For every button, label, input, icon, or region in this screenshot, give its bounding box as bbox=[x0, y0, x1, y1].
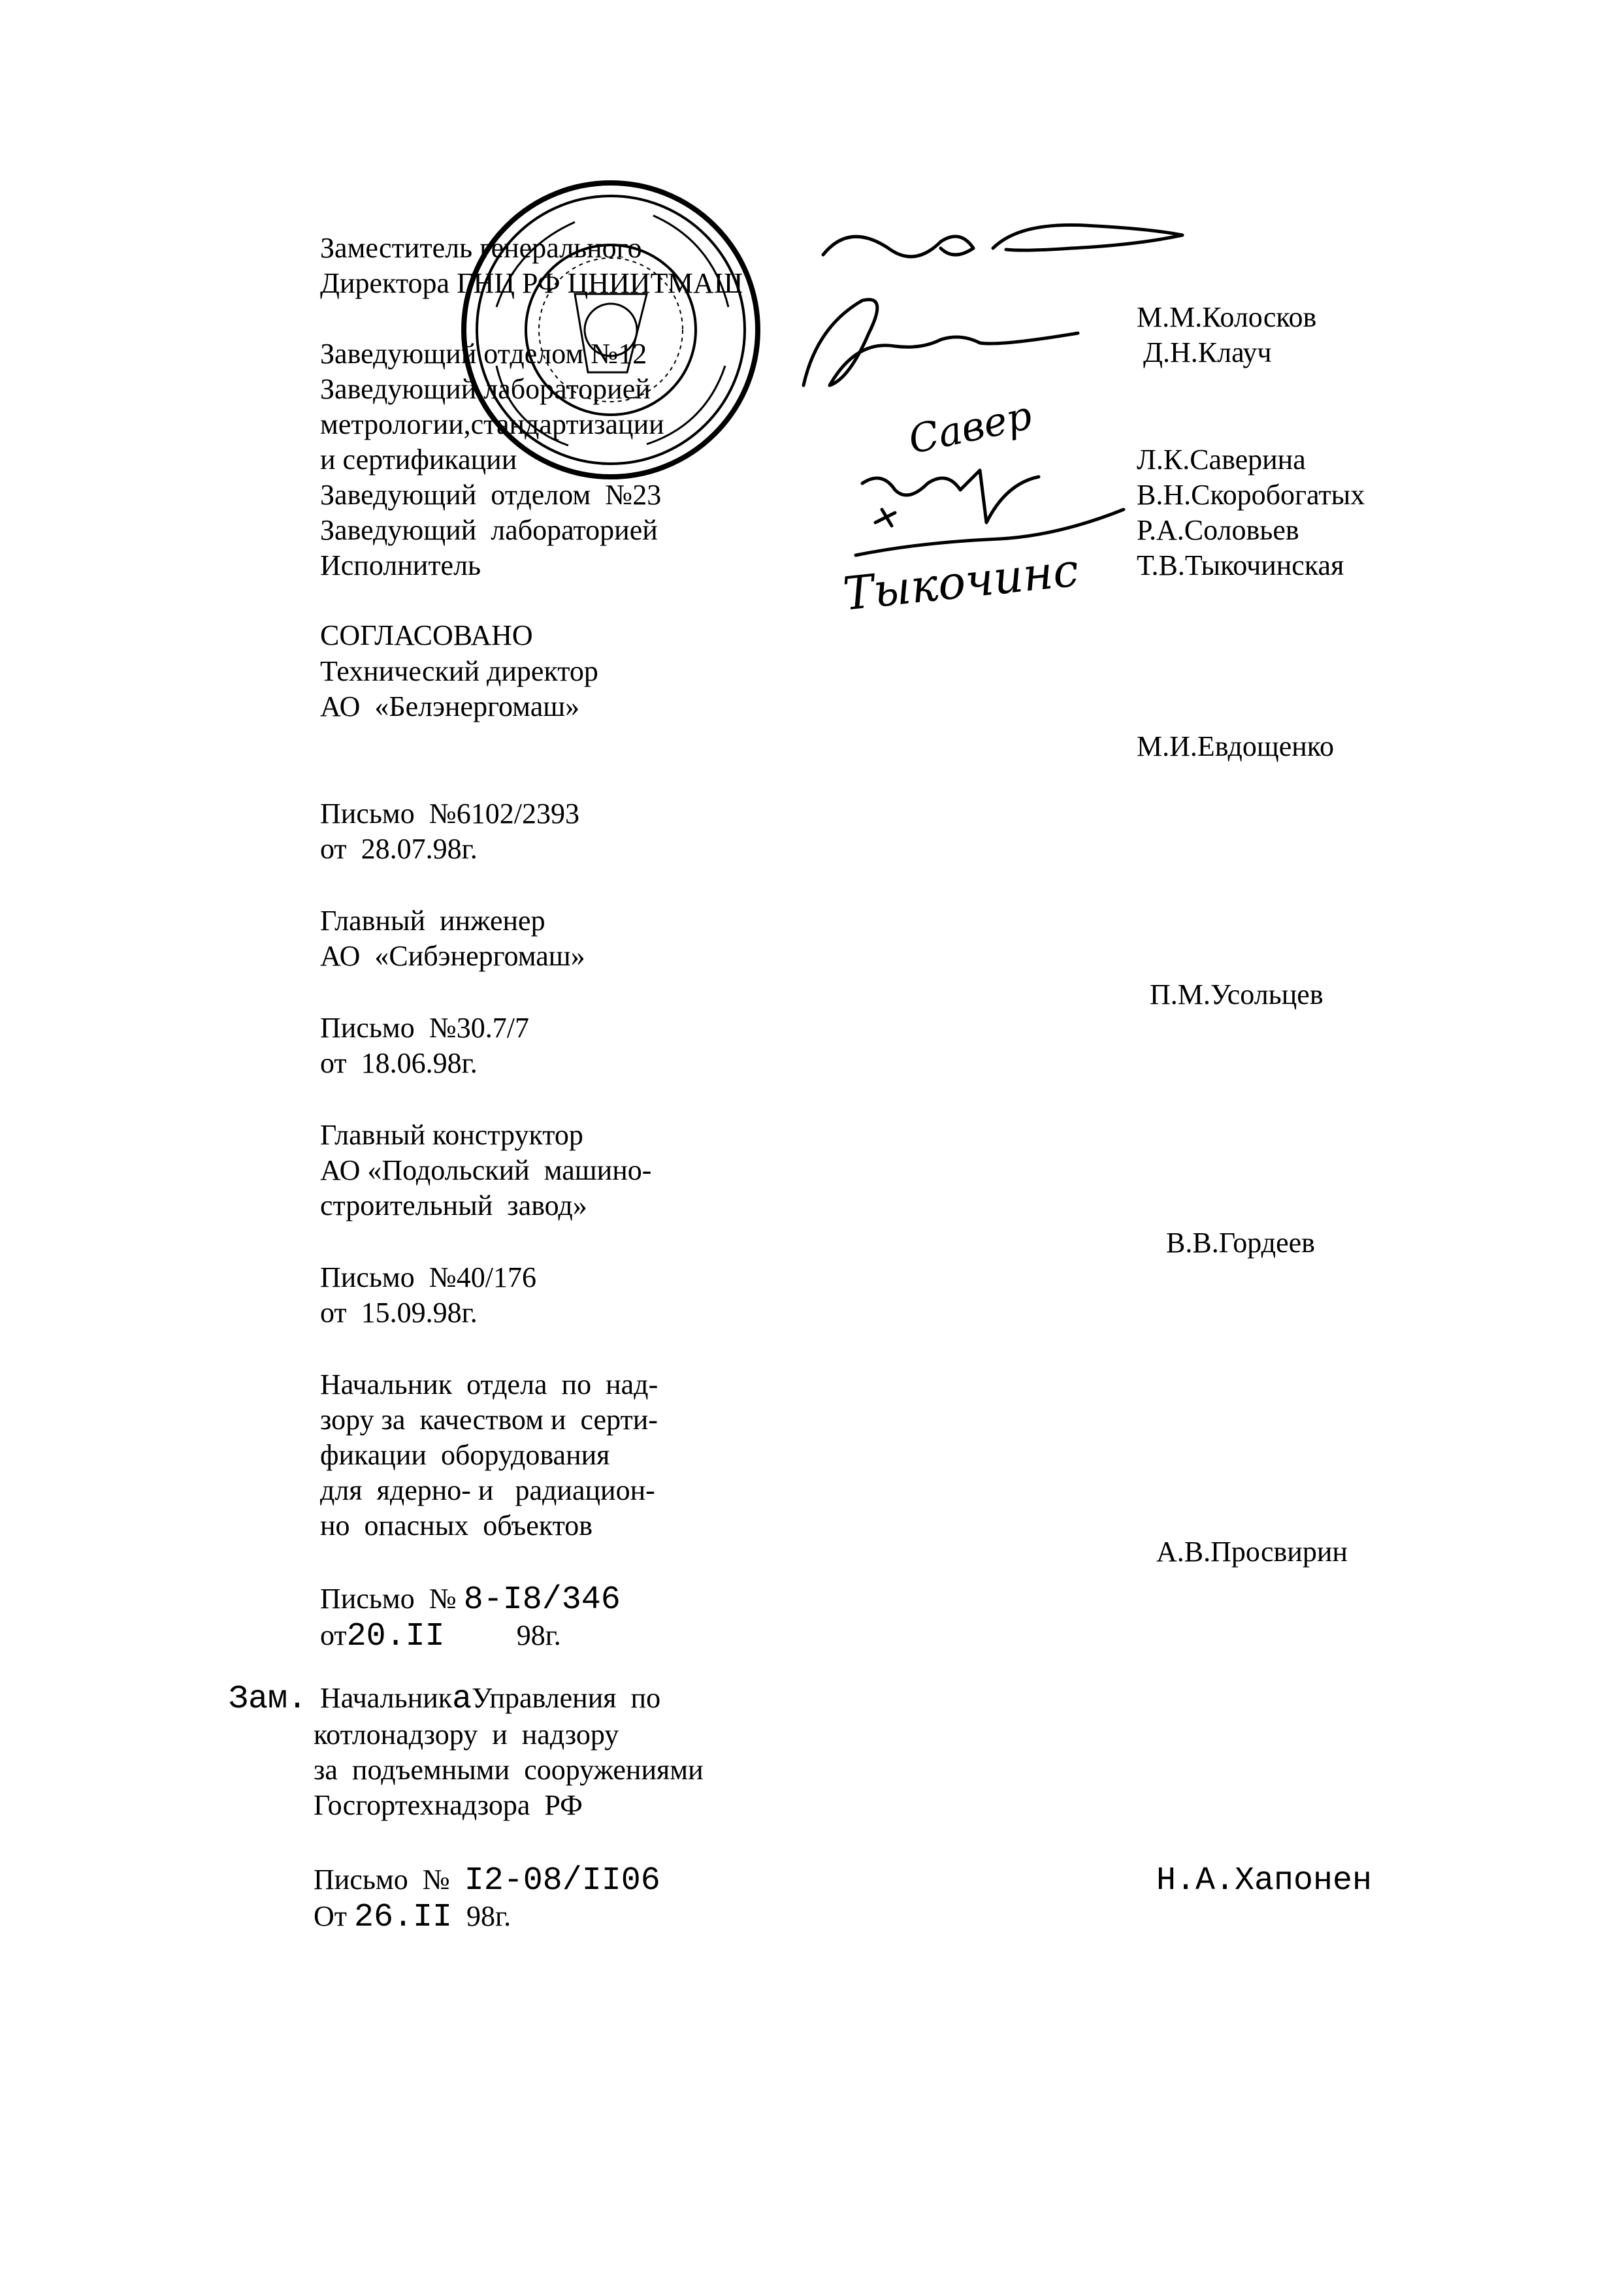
approver-title: Технический директор bbox=[320, 655, 598, 687]
signatory-line: и сертификации bbox=[320, 444, 517, 476]
signatory-line: Директора ГНЦ РФ ЦНИИТМАШ bbox=[320, 267, 743, 299]
signatory-line: метрологии,стандартизации bbox=[320, 408, 664, 440]
approver-name: Н.А.Хапонен bbox=[1156, 1862, 1372, 1899]
signatory-line: Заместитель генерального bbox=[320, 232, 642, 264]
approver-title: фикации оборудования bbox=[320, 1439, 610, 1471]
approver-org: АО «Сибэнергомаш» bbox=[320, 940, 585, 972]
approver-name: В.В.Гордеев bbox=[1166, 1227, 1315, 1259]
name-klauch: Д.Н.Клауч bbox=[1143, 336, 1272, 368]
letter-number: Письмо № 8-I8/346 bbox=[320, 1581, 621, 1619]
approver-title: зору за качеством и серти- bbox=[320, 1404, 658, 1436]
letter-number: Письмо №40/176 bbox=[320, 1261, 536, 1293]
approver-name: М.И.Евдощенко bbox=[1137, 730, 1334, 762]
name-tykochinskaya: Т.В.Тыкочинская bbox=[1137, 549, 1344, 581]
approver-title: Начальник отдела по над- bbox=[320, 1368, 658, 1400]
name-saverina: Л.К.Саверина bbox=[1137, 444, 1306, 476]
letter-number: Письмо №6102/2393 bbox=[320, 798, 579, 830]
approval-heading: СОГЛАСОВАНО bbox=[320, 619, 533, 651]
letter-number: Письмо №30.7/7 bbox=[320, 1012, 529, 1044]
signatory-line: Заведующий отделом №23 bbox=[320, 479, 662, 511]
approver-title: Зам. НачальникаУправления по bbox=[229, 1681, 661, 1718]
signature-klauch bbox=[790, 287, 1084, 398]
signatory-line: Заведующий лабораторией bbox=[320, 514, 658, 546]
approver-title: Главный конструктор bbox=[320, 1119, 583, 1151]
letter-date: от 18.06.98г. bbox=[320, 1047, 478, 1079]
approver-title: Главный инженер bbox=[320, 905, 545, 937]
approver-org: АО «Подольский машино- bbox=[320, 1154, 652, 1186]
signatory-line: Заведующий лабораторией bbox=[320, 373, 651, 405]
approver-name: А.В.Просвирин bbox=[1156, 1536, 1348, 1568]
letter-date: от 28.07.98г. bbox=[320, 833, 478, 865]
name-skorobogatyh: В.Н.Скоробогатых bbox=[1137, 479, 1365, 511]
signatory-line: Заведующий отделом №12 bbox=[320, 338, 647, 370]
approver-title: для ядерно- и радиацион- bbox=[320, 1474, 655, 1506]
approver-title: за подъемными сооружениями bbox=[314, 1754, 704, 1786]
signature-kolоskov bbox=[810, 209, 1189, 287]
approver-title: котлонадзору и надзору bbox=[314, 1719, 619, 1751]
approver-title: Госгортехнадзора РФ bbox=[314, 1789, 583, 1821]
approver-title: но опасных объектов bbox=[320, 1510, 593, 1542]
signature-saverina: Савер bbox=[904, 392, 1036, 464]
name-solovyev: Р.А.Соловьев bbox=[1137, 514, 1299, 546]
signature-tykochinskaya: Тыкочинс bbox=[840, 543, 1081, 621]
approver-name: П.М.Усольцев bbox=[1150, 978, 1324, 1010]
approver-org: АО «Белэнергомаш» bbox=[320, 690, 580, 722]
letter-date: от 15.09.98г. bbox=[320, 1297, 478, 1329]
letter-date: От 26.II 98г. bbox=[314, 1899, 512, 1936]
signature-skorobogatyh bbox=[843, 444, 1130, 562]
signatory-line: Исполнитель bbox=[320, 549, 481, 581]
letter-number: Письмо № I2-08/II06 bbox=[314, 1862, 660, 1899]
letter-date: от20.II 98г. bbox=[320, 1618, 561, 1655]
approver-org: строительный завод» bbox=[320, 1189, 587, 1221]
name-kolоskov: М.М.Колосков bbox=[1137, 301, 1317, 333]
